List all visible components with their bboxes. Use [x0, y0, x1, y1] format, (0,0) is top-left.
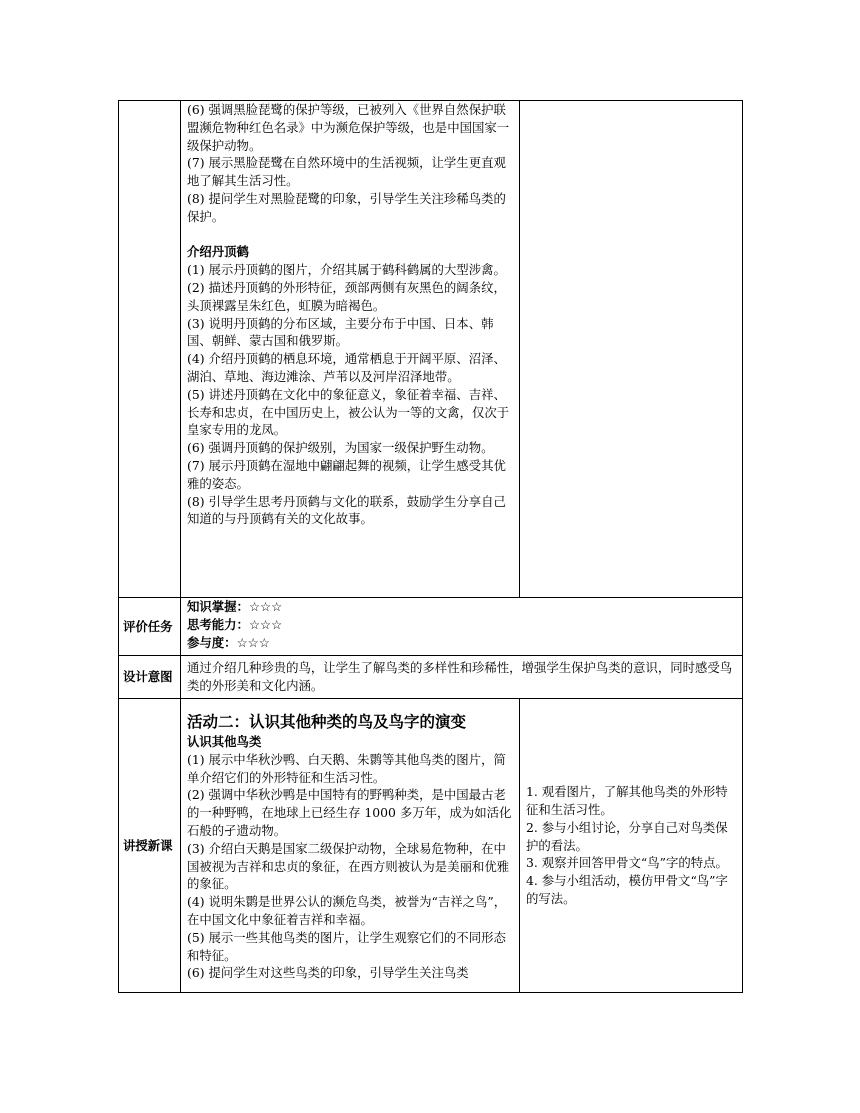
design-content-cell — [181, 656, 743, 699]
student-activity-cell — [520, 699, 743, 993]
design-label: 设计意图 — [123, 669, 173, 685]
row1-content-cell — [181, 101, 520, 598]
student-activity-item: 3. 观察并回答甲骨文“鸟”字的特点。 — [526, 855, 728, 871]
evaluation-content-cell — [181, 598, 743, 656]
rating-stars: ☆☆☆ — [248, 616, 283, 632]
paragraph: (1) 展示中华秋沙鸭、白天鹅、朱鹮等其他鸟类的图片，简单介绍它们的外形特征和生活习性。 — [187, 751, 506, 785]
evaluation-item: 知识掌握：☆☆☆ — [187, 599, 283, 614]
design-text: 通过介绍几种珍贵的鸟，让学生了解鸟类的多样性和珍稀性，增强学生保护鸟类的意识，同时感受鸟类的外形美和文化内涵。 — [187, 660, 733, 693]
row-evaluation — [119, 598, 743, 656]
paragraph: (4) 说明朱鹮是世界公认的濒危鸟类，被誉为“吉祥之鸟”，在中国文化中象征着吉祥和幸福。 — [187, 894, 507, 927]
activity-title: 活动二：认识其他种类的鸟及鸟字的演变 — [187, 713, 467, 731]
evaluation-item: 参与度：☆☆☆ — [187, 634, 270, 650]
evaluation-label-cell — [119, 598, 181, 656]
student-activity-item: 2. 参与小组讨论，分享自己对鸟类保护的看法。 — [526, 819, 728, 853]
paragraph: (8) 引导学生思考丹顶鹤与文化的联系，鼓励学生分享自己知道的与丹顶鹤有关的文化故事。 — [187, 493, 506, 527]
rating-stars: ☆☆☆ — [236, 634, 270, 650]
activity-subtitle: 认识其他鸟类 — [187, 734, 262, 749]
row-design-intent — [119, 656, 743, 699]
paragraph: (5) 讲述丹顶鹤在文化中的象征意义，象征着幸福、吉祥、长寿和忠贞，在中国历史上，被公认为一等的文禽，仅次于皇家专用的龙凤。 — [187, 386, 510, 438]
paragraph: (6) 强调丹顶鹤的保护级别，为国家一级保护野生动物。 — [187, 440, 494, 456]
row-new-lesson — [119, 699, 743, 993]
paragraph: (6) 提问学生对这些鸟类的印象，引导学生关注鸟类 — [187, 965, 469, 981]
lesson-label: 讲授新课 — [123, 837, 173, 853]
paragraph: (2) 强调中华秋沙鸭是中国特有的野鸭种类，是中国最古老的一种野鸭，在地球上已经生存 1000 多万年，成为如活化石般的孑遗动物。 — [187, 787, 512, 838]
paragraph: (5) 展示一些其他鸟类的图片，让学生观察它们的不同形态和特征。 — [187, 929, 506, 963]
row1-student-cell — [520, 101, 743, 598]
student-activity-item: 4. 参与小组活动，模仿甲骨文“鸟”字的写法。 — [526, 873, 728, 906]
lesson-content-cell — [181, 699, 520, 993]
lesson-label-cell — [119, 699, 181, 993]
rating-stars: ☆☆☆ — [248, 599, 283, 614]
row-teaching-continued — [119, 101, 743, 598]
paragraph: (3) 说明丹顶鹤的分布区域，主要分布于中国、日本、韩国、朝鲜、蒙古国和俄罗斯。 — [187, 315, 494, 349]
paragraph: (2) 描述丹顶鹤的外形特征，颈部两侧有灰黑色的阔条纹，头顶裸露呈朱红色，虹膜为暗褐色。 — [187, 279, 506, 313]
paragraph: (4) 介绍丹顶鹤的栖息环境，通常栖息于开阔平原、沼泽、湖泊、草地、海边滩涂、芦苇以及河岸沼泽地带。 — [187, 351, 506, 384]
paragraph: (3) 介绍白天鹅是国家二级保护动物，全球易危物种，在中国被视为吉祥和忠贞的象征，在西方则被认为是美丽和优雅的象征。 — [187, 840, 510, 892]
paragraph: (7) 展示黑脸琵鹭在自然环境中的生活视频，让学生更直观地了解其生活习性。 — [187, 155, 506, 189]
evaluation-label: 评价任务 — [123, 618, 173, 634]
section-heading-crane: 介绍丹顶鹤 — [187, 244, 249, 260]
paragraph: (1) 展示丹顶鹤的图片，介绍其属于鹤科鹤属的大型涉禽。 — [187, 262, 506, 278]
paragraph: (8) 提问学生对黑脸琵鹭的印象，引导学生关注珍稀鸟类的保护。 — [187, 190, 506, 224]
paragraph: (6) 强调黑脸琵鹭的保护等级，已被列入《世界自然保护联盟濒危物种红色名录》中为濒危保护等级，也是中国国家一级保护动物。 — [187, 102, 510, 153]
row1-label-cell — [119, 101, 181, 598]
design-label-cell — [119, 656, 181, 699]
lesson-plan-table — [118, 100, 743, 993]
evaluation-item: 思考能力：☆☆☆ — [187, 616, 283, 632]
student-activity-item: 1. 观看图片，了解其他鸟类的外形特征和生活习性。 — [526, 784, 728, 817]
paragraph: (7) 展示丹顶鹤在湿地中翩翩起舞的视频，让学生感受其优雅的姿态。 — [187, 457, 506, 491]
